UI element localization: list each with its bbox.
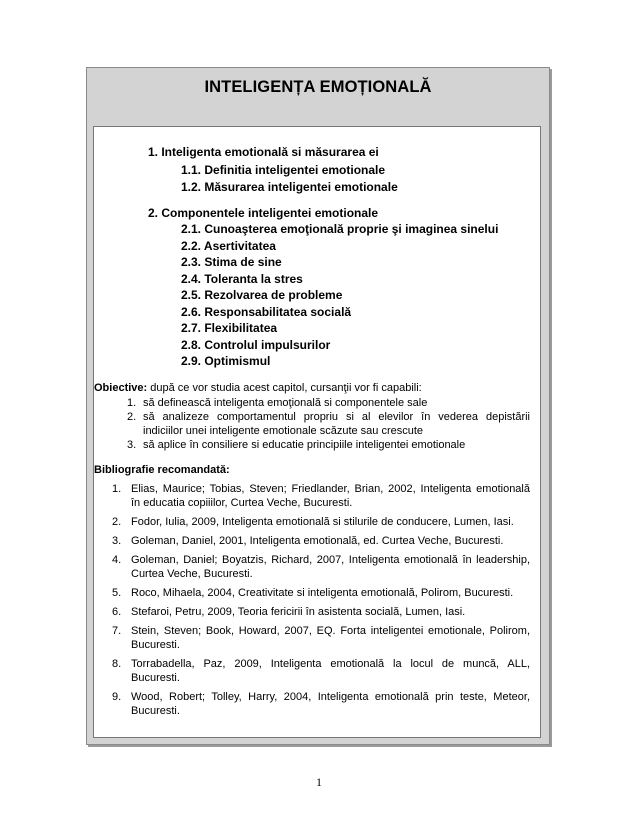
bibliography-label: Bibliografie recomandată: <box>94 464 230 476</box>
chapter-title: INTELIGENȚA EMOȚIONALĂ <box>204 78 432 96</box>
toc-item-2-8: 2.8. Controlul impulsurilor <box>181 338 331 352</box>
bib-num-8: 8. <box>112 658 122 670</box>
bib-item-8-line-2: Bucuresti. <box>131 672 180 684</box>
toc-item-2-9: 2.9. Optimismul <box>181 354 271 368</box>
bib-item-5: Roco, Mihaela, 2004, Creativitate si inteligenta emotională, Polirom, Bucuresti. <box>131 587 514 599</box>
toc-item-2-7: 2.7. Flexibilitatea <box>181 321 278 335</box>
objectives-label: Obiective: <box>94 382 148 394</box>
bib-num-1: 1. <box>112 483 122 495</box>
objective-num-1: 1. <box>127 397 137 409</box>
bib-num-7: 7. <box>112 625 122 637</box>
toc-item-1-1: 1.1. Definitia inteligentei emotionale <box>181 163 386 177</box>
chapter-frame <box>86 67 550 745</box>
objective-2-line-2: indiciilor unei inteligente emotionale scăzute sau crescute <box>143 425 424 437</box>
toc-section-2: 2. Componentele inteligentei emotionale <box>148 206 379 220</box>
bib-item-3: Goleman, Daniel, 2001, Inteligenta emotională, ed. Curtea Veche, Bucuresti. <box>131 535 504 547</box>
toc-item-2-4: 2.4. Toleranta la stres <box>181 272 303 286</box>
bib-item-4-line-2: Curtea Veche, Bucuresti. <box>131 568 253 580</box>
toc-item-2-3: 2.3. Stima de sine <box>181 255 282 269</box>
toc-item-1-2: 1.2. Măsurarea inteligentei emotionale <box>181 180 398 194</box>
bib-item-1-line-2: în educatia copiiilor, Curtea Veche, Bucuresti. <box>131 497 353 509</box>
bib-num-6: 6. <box>112 606 122 618</box>
bib-item-7-line-1: Stein, Steven; Book, Howard, 2007, EQ. Forta inteligentei emotionale, Polirom, <box>131 625 530 637</box>
page-number: 1 <box>316 775 322 789</box>
bib-num-3: 3. <box>112 535 122 547</box>
bib-item-4-line-1: Goleman, Daniel; Boyatzis, Richard, 2007, Inteligenta emotională în leadership, <box>131 554 530 566</box>
toc-item-2-6: 2.6. Responsabilitatea socială <box>181 305 352 319</box>
toc-item-2-1: 2.1. Cunoaşterea emoţională proprie şi imaginea sinelui <box>181 222 499 236</box>
bib-item-1-line-1: Elias, Maurice; Tobias, Steven; Friedlander, Brian, 2002, Inteligenta emotională <box>131 483 530 495</box>
toc-item-2-5: 2.5. Rezolvarea de probleme <box>181 288 343 302</box>
bib-item-7-line-2: Bucuresti. <box>131 639 180 651</box>
bib-num-5: 5. <box>112 587 122 599</box>
objective-1: să definească inteligenta emoţională si componentele sale <box>143 397 428 409</box>
content-box <box>93 126 541 738</box>
objective-num-3: 3. <box>127 439 137 451</box>
bib-item-9-line-2: Bucuresti. <box>131 705 180 717</box>
toc-item-2-2: 2.2. Asertivitatea <box>181 239 276 253</box>
bib-num-9: 9. <box>112 691 122 703</box>
bib-item-8-line-1: Torrabadella, Paz, 2009, Inteligenta emotională la locul de muncă, ALL, <box>131 658 530 670</box>
objective-2-line-1: să analizeze comportamentul propriu si al elevilor în vederea depistării <box>143 411 530 423</box>
objective-num-2: 2. <box>127 411 137 423</box>
bib-item-9-line-1: Wood, Robert; Tolley, Harry, 2004, Inteligenta emotională prin teste, Meteor, <box>131 691 530 703</box>
objectives-intro: după ce vor studia acest capitol, cursanţii vor fi capabili: <box>150 382 422 394</box>
objective-3: să aplice în consiliere si educatie principiile inteligentei emotionale <box>143 439 466 451</box>
bib-num-2: 2. <box>112 516 122 528</box>
bib-num-4: 4. <box>112 554 122 566</box>
toc-section-1: 1. Inteligenta emotională si măsurarea ei <box>148 145 379 159</box>
bib-item-6: Stefaroi, Petru, 2009, Teoria fericirii în asistenta socială, Lumen, Iasi. <box>131 606 466 618</box>
bib-item-2: Fodor, Iulia, 2009, Inteligenta emotională si stilurile de conducere, Lumen, Iasi. <box>131 516 514 528</box>
